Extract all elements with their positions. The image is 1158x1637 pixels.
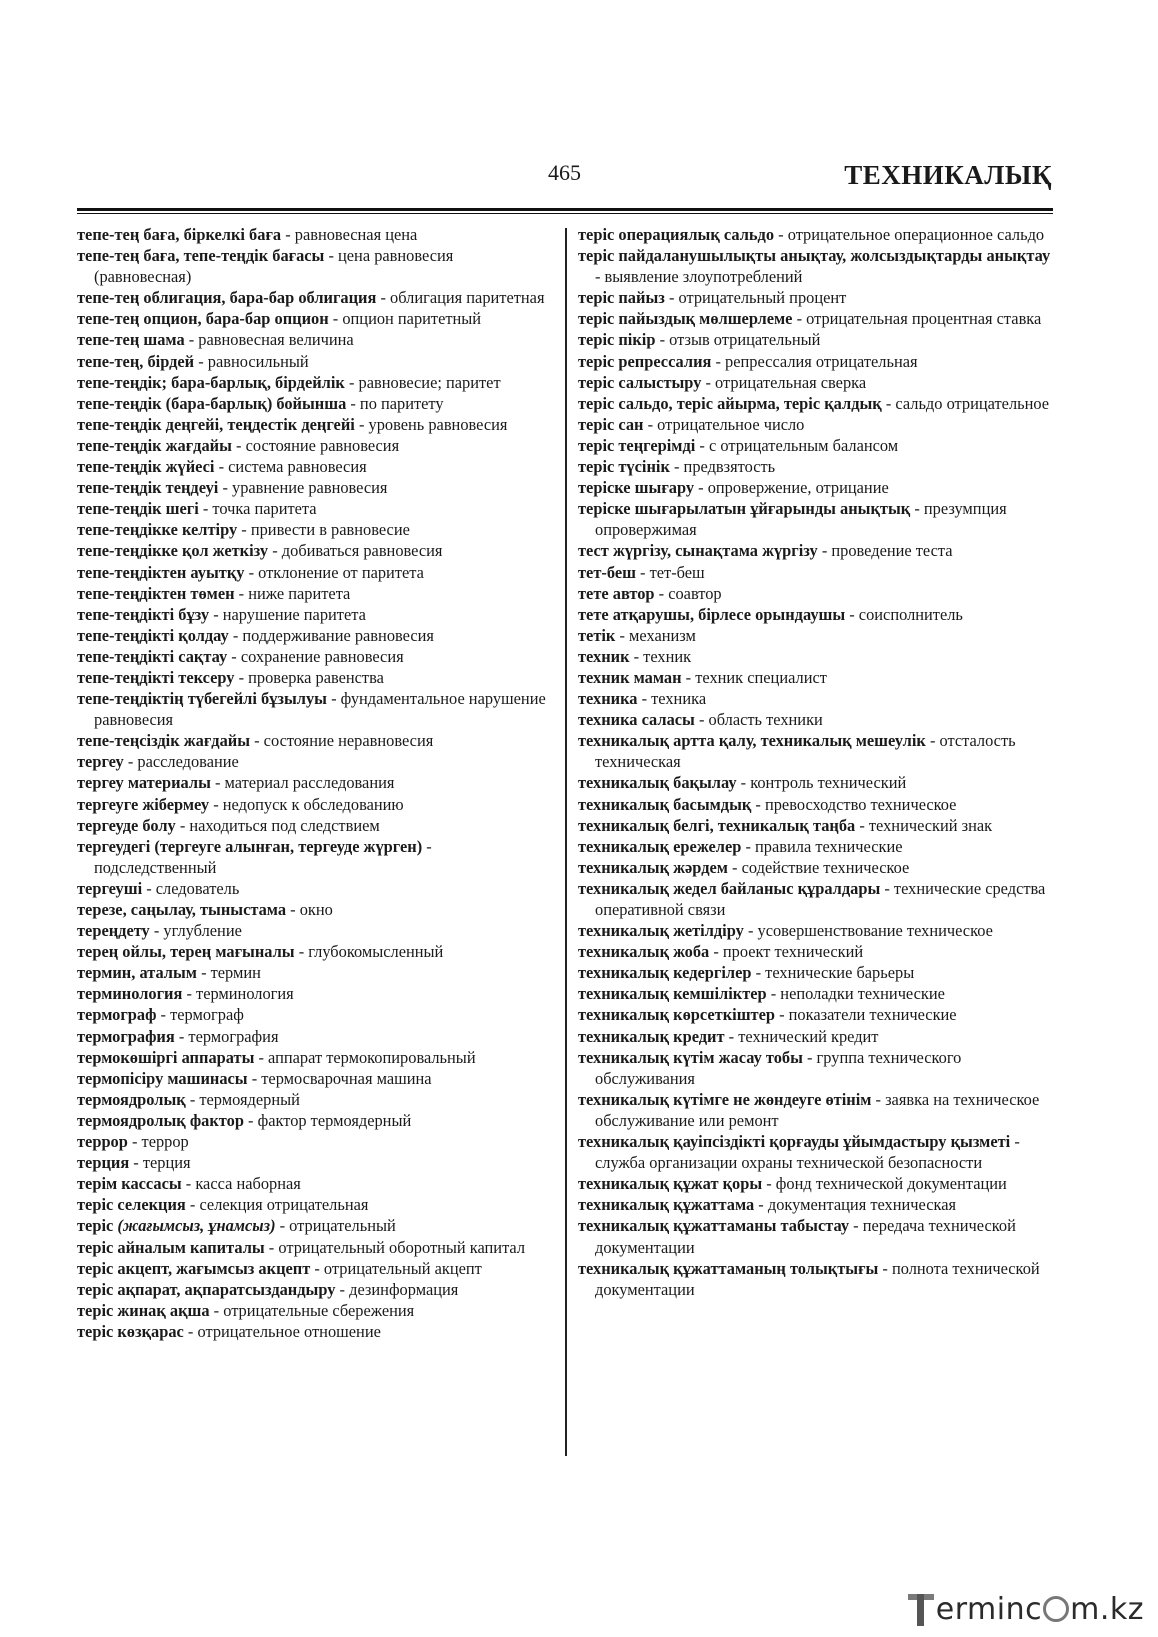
entry-definition: - проведение теста xyxy=(817,541,953,561)
entry-definition: - отрицательный оборотный капитал xyxy=(264,1237,526,1257)
dictionary-entry xyxy=(578,393,1058,414)
entry-term: теріс ақпарат, ақпаратсыздандыру xyxy=(77,1279,336,1299)
dictionary-entry xyxy=(77,1004,552,1025)
entry-term: тепе-тең баға, тепе-теңдік бағасы xyxy=(77,246,325,266)
entry-definition: - проверка равенства xyxy=(234,667,384,687)
dictionary-entry xyxy=(77,245,552,287)
entry-definition: - тет-беш xyxy=(635,562,705,582)
entry-term: техникалық құжаттаманы табыстау xyxy=(578,1216,850,1236)
dictionary-entry xyxy=(77,329,552,350)
entry-definition: - цена равновесия (равновесная) xyxy=(94,246,454,287)
dictionary-entry xyxy=(77,1194,552,1215)
entry-definition: - нарушение паритета xyxy=(209,604,366,624)
entry-definition: - презумпция опровержимая xyxy=(595,499,1007,540)
entry-definition: - привести в равновесие xyxy=(237,520,410,540)
dictionary-entry xyxy=(578,794,1058,815)
dictionary-entry xyxy=(578,920,1058,941)
entry-definition: - неполадки технические xyxy=(766,984,945,1004)
entry-definition: - состояние равновесия xyxy=(231,435,400,455)
dictionary-entry xyxy=(578,709,1058,730)
entry-definition: - служба организации охраны технической безопасности xyxy=(595,1132,1020,1173)
dictionary-entry xyxy=(578,540,1058,561)
entry-definition: - касса наборная xyxy=(181,1174,301,1194)
dictionary-entry xyxy=(578,604,1058,625)
entry-term: тетік xyxy=(578,625,616,645)
dictionary-entry xyxy=(77,498,552,519)
entry-term: теріс сальдо, теріс айырма, теріс қалдық xyxy=(578,393,882,413)
entry-term: терім кассасы xyxy=(77,1174,182,1194)
entry-term: техник xyxy=(578,646,630,666)
entry-definition: - окно xyxy=(286,900,333,919)
entry-term: техникалық қауіпсіздікті қорғауды ұйымдастыру қызметі xyxy=(578,1132,1011,1152)
entry-definition: - сохранение равновесия xyxy=(227,646,404,666)
entry-term: термокөшіргі аппараты xyxy=(77,1047,255,1067)
entry-term: теріс пікір xyxy=(578,330,656,350)
entry-term: терең ойлы, терең мағыналы xyxy=(77,942,295,962)
entry-definition: - находиться под следствием xyxy=(175,815,380,835)
entry-term: техникалық белгі, техникалық таңба xyxy=(578,815,856,835)
entry-term: техникалық басымдық xyxy=(578,794,752,814)
entry-definition: - отрицательное операционное сальдо xyxy=(774,225,1045,244)
entry-definition: - состояние неравновесия xyxy=(250,731,434,751)
dictionary-entry xyxy=(77,224,552,245)
entry-definition: - проект технический xyxy=(709,942,864,962)
entry-term: терезе, саңылау, тыныстама xyxy=(77,900,287,919)
entry-definition: - передача технической документации xyxy=(595,1216,1016,1257)
entry-term: тете автор xyxy=(578,583,655,603)
dictionary-entry xyxy=(77,667,552,688)
entry-definition: - документация техническая xyxy=(754,1195,957,1215)
entry-term: тете атқарушы, бірлесе орындаушы xyxy=(578,604,846,624)
dictionary-entry xyxy=(77,962,552,983)
dictionary-entry xyxy=(77,1089,552,1110)
entry-definition: - группа технического обслуживания xyxy=(595,1047,962,1088)
dictionary-entry xyxy=(77,983,552,1004)
entry-definition: - терминология xyxy=(182,984,294,1004)
entry-term: терминология xyxy=(77,984,183,1004)
entry-definition: - полнота технической документации xyxy=(595,1258,1040,1299)
entry-definition: - отрицательная процентная ставка xyxy=(792,309,1042,329)
dictionary-entry xyxy=(77,540,552,561)
dictionary-entry xyxy=(77,435,552,456)
entry-definition: - материал расследования xyxy=(210,773,395,793)
entry-term: тепе-теңдік; бара-барлық, бірдейлік xyxy=(77,372,345,392)
logo-o-icon xyxy=(1043,1596,1069,1622)
entry-definition: - опровержение, отрицание xyxy=(694,478,889,498)
dictionary-entry xyxy=(578,625,1058,646)
dictionary-entry xyxy=(578,1173,1058,1194)
dictionary-entry xyxy=(578,477,1058,498)
dictionary-entry xyxy=(578,1215,1058,1257)
entry-term: теріске шығару xyxy=(578,478,695,498)
entry-term: тепе-теңдікке қол жеткізу xyxy=(77,541,269,561)
entry-definition: - равновесная величина xyxy=(184,330,354,350)
dictionary-entry xyxy=(578,1047,1058,1089)
entry-term: теріс xyxy=(77,1216,118,1236)
dictionary-entry xyxy=(578,1026,1058,1047)
logo-text-part2: m.kz xyxy=(1070,1591,1144,1627)
dictionary-entry xyxy=(77,751,552,772)
dictionary-entry xyxy=(77,688,552,730)
dictionary-entry xyxy=(77,372,552,393)
entry-term: теріске шығарылатын ұйғарынды анықтық xyxy=(578,499,911,519)
entry-definition: - отрицательное отношение xyxy=(183,1321,381,1341)
dictionary-entry xyxy=(77,414,552,435)
dictionary-entry xyxy=(77,1173,552,1194)
dictionary-entry xyxy=(77,920,552,941)
entry-term: тереңдету xyxy=(77,921,150,941)
entry-term: тепе-теңдік деңгейі, теңдестік деңгейі xyxy=(77,414,355,434)
entry-term: тепе-теңдікті сақтау xyxy=(77,646,228,666)
dictionary-entry xyxy=(578,815,1058,836)
entry-term: теріс айналым капиталы xyxy=(77,1237,265,1257)
entry-term: тепе-тең опцион, бара-бар опцион xyxy=(77,309,329,329)
dictionary-entry xyxy=(77,1279,552,1300)
dictionary-entry xyxy=(77,1215,552,1236)
entry-definition: - отсталость техническая xyxy=(595,731,1016,772)
entry-definition: - техник специалист xyxy=(681,667,827,687)
dictionary-entry xyxy=(578,435,1058,456)
dictionary-entry xyxy=(77,477,552,498)
entry-term: техникалық көрсеткіштер xyxy=(578,1005,775,1025)
dictionary-entry xyxy=(77,351,552,372)
entry-term: тепе-тең баға, біркелкі баға xyxy=(77,225,282,244)
entry-term: тергеуге жібермеу xyxy=(77,794,210,814)
dictionary-entry xyxy=(578,414,1058,435)
entry-term: теріс теңгерімді xyxy=(578,435,696,455)
entry-definition: - фактор термоядерный xyxy=(243,1110,412,1130)
entry-term: техник маман xyxy=(578,667,682,687)
entry-definition: - равносильный xyxy=(194,351,309,371)
dictionary-entry xyxy=(77,646,552,667)
dictionary-entry xyxy=(77,1152,552,1173)
dictionary-entry xyxy=(578,224,1058,245)
entry-term: тепе-теңдікті қолдау xyxy=(77,625,229,645)
entry-term: террор xyxy=(77,1132,128,1152)
entry-definition: - заявка на техническое обслуживание или ремонт xyxy=(595,1089,1040,1130)
dictionary-entry xyxy=(77,941,552,962)
entry-term: теріс репрессалия xyxy=(578,351,712,371)
entry-definition: - следователь xyxy=(142,878,240,898)
dictionary-entry xyxy=(77,899,552,920)
dictionary-entry xyxy=(578,287,1058,308)
entry-term: техника xyxy=(578,689,638,709)
entry-definition: - отрицательная сверка xyxy=(701,372,867,392)
entry-term: тергеуші xyxy=(77,878,143,898)
entry-term: техникалық артта қалу, техникалық мешеулік xyxy=(578,731,926,751)
entry-definition: - поддерживание равновесия xyxy=(228,625,434,645)
entry-definition: - выявление злоупотреблений xyxy=(595,267,803,287)
entry-term: тепе-теңдік жағдайы xyxy=(77,435,232,455)
dictionary-entry xyxy=(578,308,1058,329)
dictionary-entry xyxy=(578,1004,1058,1025)
entry-term: тепе-теңдіктің түбегейлі бұзылуы xyxy=(77,689,327,709)
dictionary-entry xyxy=(77,815,552,836)
entry-term: теріс көзқарас xyxy=(77,1321,184,1341)
entry-definition: - технический кредит xyxy=(724,1026,879,1046)
logo-t-icon xyxy=(908,1592,934,1626)
page-number: 465 xyxy=(548,160,581,185)
entry-definition: - превосходство техническое xyxy=(751,794,957,814)
entry-definition: - ниже паритета xyxy=(234,583,351,603)
dictionary-entry xyxy=(578,498,1058,540)
dictionary-entry xyxy=(77,562,552,583)
entry-term: теріс жинақ ақша xyxy=(77,1300,210,1320)
dictionary-entry xyxy=(578,857,1058,878)
dictionary-entry xyxy=(578,941,1058,962)
dictionary-entry xyxy=(578,245,1058,287)
entry-definition: - репрессалия отрицательная xyxy=(711,351,918,371)
entry-term: техникалық кедергілер xyxy=(578,963,752,983)
entry-definition: - усовершенствование техническое xyxy=(743,921,993,941)
dictionary-entry xyxy=(77,625,552,646)
dictionary-entry xyxy=(578,372,1058,393)
entry-definition: - технические средства оперативной связи xyxy=(595,878,1046,919)
dictionary-entry xyxy=(578,688,1058,709)
entry-term: техника саласы xyxy=(578,710,695,730)
left-column xyxy=(77,224,552,1342)
entry-term: тергеу xyxy=(77,752,124,772)
entry-term: техникалық құжаттама xyxy=(578,1195,755,1215)
entry-term: теріс операциялық сальдо xyxy=(578,225,775,244)
entry-term: тепе-теңдіктен ауытқу xyxy=(77,562,245,582)
entry-definition: - облигация паритетная xyxy=(376,288,545,308)
entry-definition: - правила технические xyxy=(741,836,903,856)
entry-definition: - техник xyxy=(629,646,692,666)
dictionary-entry xyxy=(578,1089,1058,1131)
dictionary-entry xyxy=(77,772,552,793)
entry-definition: - отзыв отрицательный xyxy=(655,330,821,350)
entry-definition: - точка паритета xyxy=(198,499,317,519)
entry-definition: - система равновесия xyxy=(214,457,367,477)
entry-definition: - термоядерный xyxy=(185,1089,300,1109)
entry-term: техникалық кемшіліктер xyxy=(578,984,767,1004)
entry-definition: - отрицательный xyxy=(275,1216,396,1236)
entry-term: термоядролық xyxy=(77,1089,186,1109)
entry-term: техникалық күтім жасау тобы xyxy=(578,1047,803,1067)
dictionary-entry xyxy=(578,1131,1058,1173)
entry-term: техникалық құжаттаманың толықтығы xyxy=(578,1258,879,1278)
entry-definition: - терция xyxy=(129,1153,191,1173)
entry-definition: - техника xyxy=(637,689,707,709)
watermark-logo xyxy=(908,1589,1144,1629)
entry-term: тергеуде болу xyxy=(77,815,176,835)
entry-term: тергеу материалы xyxy=(77,773,211,793)
entry-definition: - расследование xyxy=(123,752,239,772)
column-divider xyxy=(565,228,567,1456)
dictionary-entry xyxy=(578,1194,1058,1215)
entry-definition: - аппарат термокопировальный xyxy=(254,1047,476,1067)
entry-definition: - сальдо отрицательное xyxy=(881,393,1050,413)
dictionary-entry xyxy=(77,519,552,540)
entry-definition: - фонд технической документации xyxy=(762,1174,1007,1194)
entry-term: тепе-теңдік жүйесі xyxy=(77,457,215,477)
entry-definition: - отрицательный акцепт xyxy=(310,1258,482,1278)
section-title: ТЕХНИКАЛЫҚ xyxy=(844,160,1052,190)
dictionary-entry xyxy=(77,1026,552,1047)
dictionary-entry xyxy=(77,456,552,477)
entry-definition: - термография xyxy=(174,1026,279,1046)
dictionary-entry xyxy=(578,351,1058,372)
entry-term: тепе-теңдік шегі xyxy=(77,499,199,519)
dictionary-entry xyxy=(77,308,552,329)
dictionary-entry xyxy=(578,646,1058,667)
entry-definition: - термограф xyxy=(156,1005,244,1025)
entry-definition: - соисполнитель xyxy=(845,604,963,624)
entry-term: теріс пайыз xyxy=(578,288,665,308)
entry-definition: - уравнение равновесия xyxy=(218,478,388,498)
entry-term: тепе-тең шама xyxy=(77,330,185,350)
entry-definition: - содействие техническое xyxy=(727,857,910,877)
entry-term: теріс сан xyxy=(578,414,644,434)
dictionary-entry xyxy=(77,1131,552,1152)
dictionary-entry xyxy=(578,583,1058,604)
entry-term: теріс салыстыру xyxy=(578,372,702,392)
entry-term: техникалық бақылау xyxy=(578,773,737,793)
entry-term: теріс пайыздық мөлшерлеме xyxy=(578,309,793,329)
entry-term: термин, аталым xyxy=(77,963,197,983)
entry-term: техникалық жәрдем xyxy=(578,857,728,877)
entry-definition: - соавтор xyxy=(654,583,722,603)
entry-definition: - добиваться равновесия xyxy=(268,541,443,561)
entry-definition: - отрицательное число xyxy=(643,414,805,434)
dictionary-entry xyxy=(578,730,1058,772)
entry-definition: - область техники xyxy=(694,710,823,730)
dictionary-entry xyxy=(578,836,1058,857)
dictionary-entry xyxy=(77,287,552,308)
dictionary-entry xyxy=(77,393,552,414)
entry-definition: - контроль технический xyxy=(736,773,907,793)
dictionary-entry xyxy=(77,1110,552,1131)
dictionary-entry xyxy=(77,836,552,878)
dictionary-entry xyxy=(77,730,552,751)
header-rule-thin xyxy=(77,213,1053,214)
entry-definition: - термосварочная машина xyxy=(247,1068,432,1088)
entry-definition: - показатели технические xyxy=(774,1005,957,1025)
entry-definition: - отрицательный процент xyxy=(664,288,847,308)
dictionary-entry xyxy=(578,667,1058,688)
dictionary-entry xyxy=(77,604,552,625)
dictionary-entry xyxy=(77,1047,552,1068)
entry-term: термоядролық фактор xyxy=(77,1110,244,1130)
dictionary-entry xyxy=(578,562,1058,583)
dictionary-entry xyxy=(578,456,1058,477)
entry-term: терция xyxy=(77,1153,130,1173)
dictionary-entry xyxy=(578,878,1058,920)
entry-term: тепе-теңдіктен төмен xyxy=(77,583,235,603)
dictionary-entry xyxy=(77,583,552,604)
entry-term: тепе-теңдікті тексеру xyxy=(77,667,235,687)
entry-definition: - селекция отрицательная xyxy=(185,1195,369,1215)
entry-definition: - террор xyxy=(127,1132,189,1152)
right-column xyxy=(578,224,1058,1300)
entry-term: техникалық жедел байланыс құралдары xyxy=(578,878,881,898)
entry-definition: - уровень равновесия xyxy=(354,414,508,434)
entry-term: тест жүргізу, сынақтама жүргізу xyxy=(578,541,818,561)
entry-term: тепе-тең облигация, бара-бар облигация xyxy=(77,288,377,308)
dictionary-entry xyxy=(578,983,1058,1004)
dictionary-entry xyxy=(77,1068,552,1089)
dictionary-entry xyxy=(77,794,552,815)
entry-term-qualifier: (жағымсыз, ұнамсыз) xyxy=(117,1216,276,1236)
entry-term: техникалық жетілдіру xyxy=(578,921,744,941)
entry-definition: - подследственный xyxy=(94,836,432,877)
entry-term: тепе-теңсіздік жағдайы xyxy=(77,731,251,751)
entry-term: тергеудегі (тергеуге алынған, тергеуде жүрген) xyxy=(77,836,423,856)
entry-term: теріс пайдаланушылықты анықтау, жолсыздықтарды анықтау xyxy=(578,246,1051,266)
entry-term: термограф xyxy=(77,1005,157,1025)
dictionary-entry xyxy=(578,772,1058,793)
header-rule-thick xyxy=(77,208,1053,211)
entry-term: термопісіру машинасы xyxy=(77,1068,248,1088)
dictionary-entry xyxy=(578,1258,1058,1300)
entry-definition: - углубление xyxy=(149,921,242,941)
entry-definition: - дезинформация xyxy=(335,1279,459,1299)
entry-definition: - отрицательные сбережения xyxy=(209,1300,415,1320)
entry-definition: - опцион паритетный xyxy=(328,309,482,329)
entry-term: теріс түсінік xyxy=(578,457,670,477)
entry-term: техникалық ережелер xyxy=(578,836,742,856)
entry-term: техникалық кредит xyxy=(578,1026,725,1046)
entry-definition: - фундаментальное нарушение равновесия xyxy=(94,689,546,730)
entry-definition: - глубокомысленный xyxy=(294,942,444,962)
entry-term: тепе-тең, бірдей xyxy=(77,351,195,371)
entry-definition: - недопуск к обследованию xyxy=(209,794,404,814)
entry-term: теріс селекция xyxy=(77,1195,186,1215)
entry-term: техникалық күтімге не жөндеуге өтінім xyxy=(578,1089,872,1109)
dictionary-entry xyxy=(77,1321,552,1342)
dictionary-entry xyxy=(578,329,1058,350)
entry-definition: - технический знак xyxy=(855,815,993,835)
entry-term: теріс акцепт, жағымсыз акцепт xyxy=(77,1258,311,1278)
entry-term: тет-беш xyxy=(578,562,636,582)
dictionary-entry xyxy=(77,1258,552,1279)
dictionary-entry xyxy=(77,878,552,899)
dictionary-entry xyxy=(77,1237,552,1258)
entry-definition: - технические барьеры xyxy=(751,963,915,983)
entry-term: тепе-теңдікке келтіру xyxy=(77,520,238,540)
entry-definition: - термин xyxy=(196,963,261,983)
entry-term: тепе-теңдік (бара-барлық) бойынша xyxy=(77,393,347,413)
entry-definition: - по паритету xyxy=(346,393,444,413)
entry-definition: - механизм xyxy=(615,625,696,645)
entry-definition: - предвзятость xyxy=(669,457,776,477)
entry-definition: - отклонение от паритета xyxy=(244,562,424,582)
entry-term: техникалық құжат қоры xyxy=(578,1174,763,1194)
entry-definition: - равновесная цена xyxy=(281,225,418,244)
entry-definition: - с отрицательным балансом xyxy=(695,435,899,455)
dictionary-entry xyxy=(77,1300,552,1321)
entry-definition: - равновесие; паритет xyxy=(344,372,501,392)
dictionary-entry xyxy=(578,962,1058,983)
entry-term: техникалық жоба xyxy=(578,942,710,962)
entry-term: термография xyxy=(77,1026,175,1046)
entry-term: тепе-теңдікті бұзу xyxy=(77,604,210,624)
entry-term: тепе-теңдік теңдеуі xyxy=(77,478,219,498)
logo-text-part1: erminc xyxy=(935,1591,1043,1627)
